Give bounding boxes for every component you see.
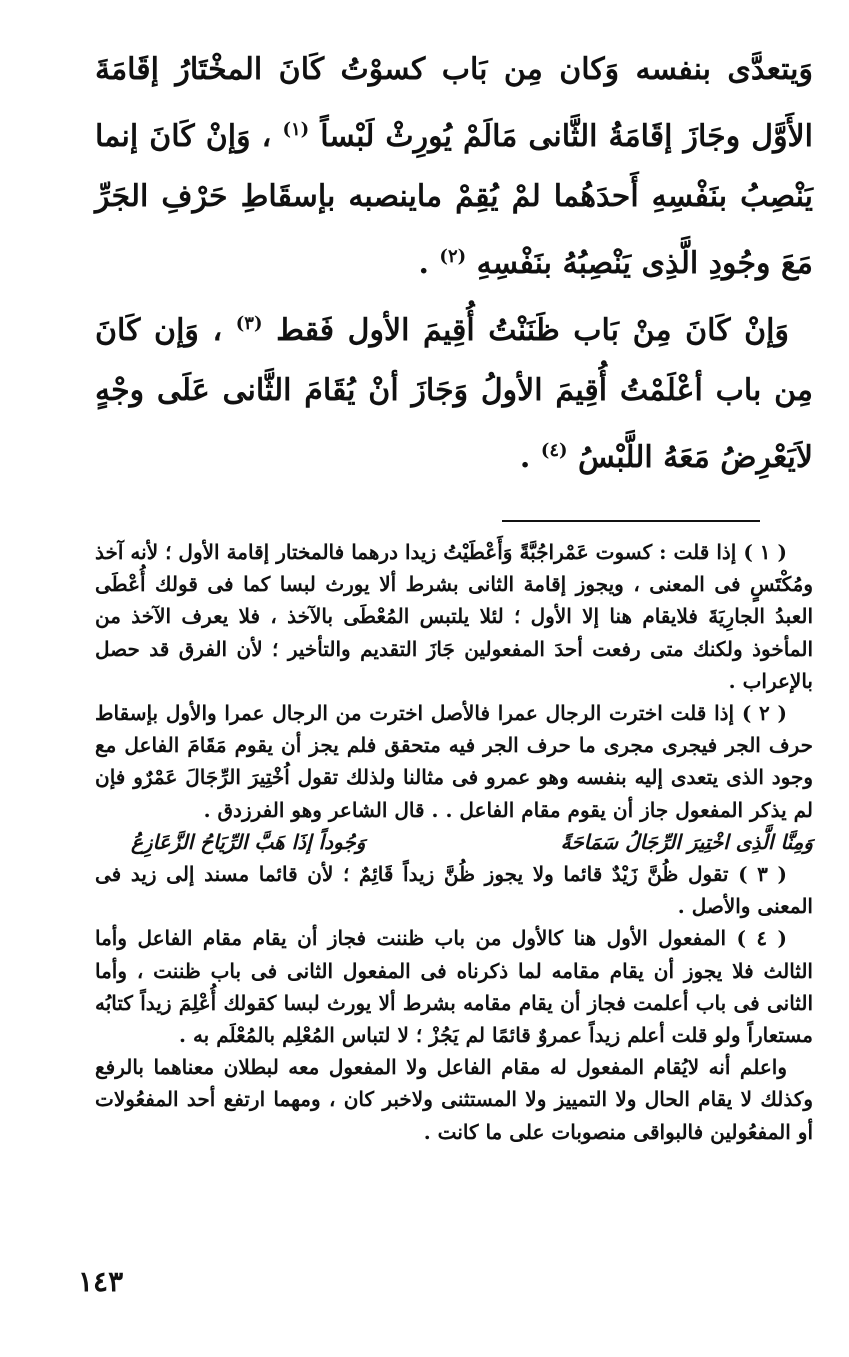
footnotes: [95, 536, 813, 1148]
footnote-2: ( ٢ ) إذا قلت اخترت الرجال عمرا فالأصل اخترت من الرجال عمرا والأول بإسقاط حرف الجر فيجرى مجرى ما حرف الجر فيه متحقق فلم يجز أن يقوم مَقَامَ الفاعل مع وجود الذى يتعدى إليه بنفسه وهو عمرو فى مثالنا ولذلك تقول اُخْتِيرَ الرِّجَالَ عَمْرٌو فإن لم يذكر المفعول جاز أن يقوم مقام الفاعل . . قال الشاعر وهو الفرزدق .: [95, 701, 813, 822]
paragraph-text: وَيتعدَّى بنفسه وَكان مِن بَاب كسوْتُ كَانَ المخْتَارُ إقَامَةَ الأَوَّل وجَازَ إقَامَةُ الثَّانى مَالَمْ يُورِثْ لَبْساً: [95, 52, 814, 154]
footnote-ref-3[interactable]: (٣): [235, 313, 263, 334]
main-paragraph-2: [95, 294, 813, 488]
paragraph-text: وَإنْ كَانَ مِنْ بَاب ظَنَنْتُ أُقِيمَ الأول فَقط: [276, 313, 789, 348]
paragraph-text: ، وَإنْ كَانَ إنما يَنْصِبُ بنَفْسِهِ أَحدَهُما لمْ يُقِمْ ماينصبه بإسقَاطِ حَرْفِ الجَرِّ مَعَ وجُودِ الَّذِى يَنْصِبُهُ بنَفْسِهِ: [95, 119, 813, 281]
paragraph-end: .: [418, 246, 429, 281]
footnote-3: ( ٣ ) تقول ظُنَّ زَيْدٌ قائما ولا يجوز ظُنَّ زيداً قَائِمٌ ؛ لأن قائما مسند إلى زيد فى المعنى والأصل .: [95, 862, 813, 919]
footnote-ref-4[interactable]: (٤): [540, 440, 568, 461]
footnote-1: ( ١ ) إذا قلت : كسوت عَمْراجُبَّةً وَأَعْطَيْتُ زيدا درهما فالمختار إقامة الأول ؛ لأنه آخذ ومُكْتَسٍ فى المعنى ، ويجوز إقامة الثانى بشرط ألا يورث لبسا كما فى قولك أُعْطَى العبدُ الجارِيَةَ فلايقام هنا إلا الأول ؛ لئلا يلتبس المُعْطَى بالآخذ ، فلا يعرف الآخذ من المأخوذ ولكنك متى رفعت أحدَ المفعولين جَازَ التقديم والتأخير ؛ لأن الفرق قد حصل بالإعراب .: [95, 540, 813, 693]
poetry-verse: [95, 826, 813, 858]
footnote-separator: [502, 520, 760, 522]
footnote-4: ( ٤ ) المفعول الأول هنا كالأول من باب ظننت فجاز أن يقام مقام الفاعل وأما الثالث فلا يجوز أن يقام مقامه لما ذكرناه فى المفعول الثانى فى باب ظننت ، وأما الثانى فى باب أعلمت فجاز أن يقام مقامه بشرط ألا يورث لبسا كقولك أُعْلِمَ زيداً كتابُه مستعاراً ولو قلت أعلم زيداً عمروٌ قائمًا لم يَجُزْ ؛ لا لتباس المُعْلِم بالمُعْلَم به .: [95, 926, 813, 1048]
main-paragraph-1: [95, 40, 813, 294]
verse-second-hemistich: وَجُوداً إذَا هَبَّ الرِّيَاحُ الزَّعَازِعُ: [131, 829, 366, 854]
verse-first-hemistich: وَمِنَّا الَّذِى اخْتِيرَ الرِّجَالُ سَمَاحَةً: [560, 829, 813, 854]
main-text: [95, 40, 813, 488]
footnote-ref-1[interactable]: (١): [282, 119, 310, 140]
page-number: ١٤٣: [78, 1265, 124, 1298]
paragraph-end: .: [519, 440, 531, 475]
footnote-closing-paragraph: واعلم أنه لايُقام المفعول له مقام الفاعل ولا المفعول معه لبطلان معناهما بالرفع وكذلك لا يقام الحال ولا التمييز ولا المستثنى ولاخبر كان ، ومهما ارتفع أحد المفعُولات أو المفعُولين فالبواقى منصوبات على ما كانت .: [95, 1055, 813, 1144]
paragraph-text: ، وَإن كَانَ مِن باب أعْلَمْتُ أُقِيمَ الأولُ وَجَازَ أنْ يُقَامَ الثَّانى عَلَى وجْهٍ لاَيَعْرِضُ مَعَهُ اللَّبْسُ: [95, 313, 813, 475]
footnote-ref-2[interactable]: (٢): [439, 246, 467, 267]
